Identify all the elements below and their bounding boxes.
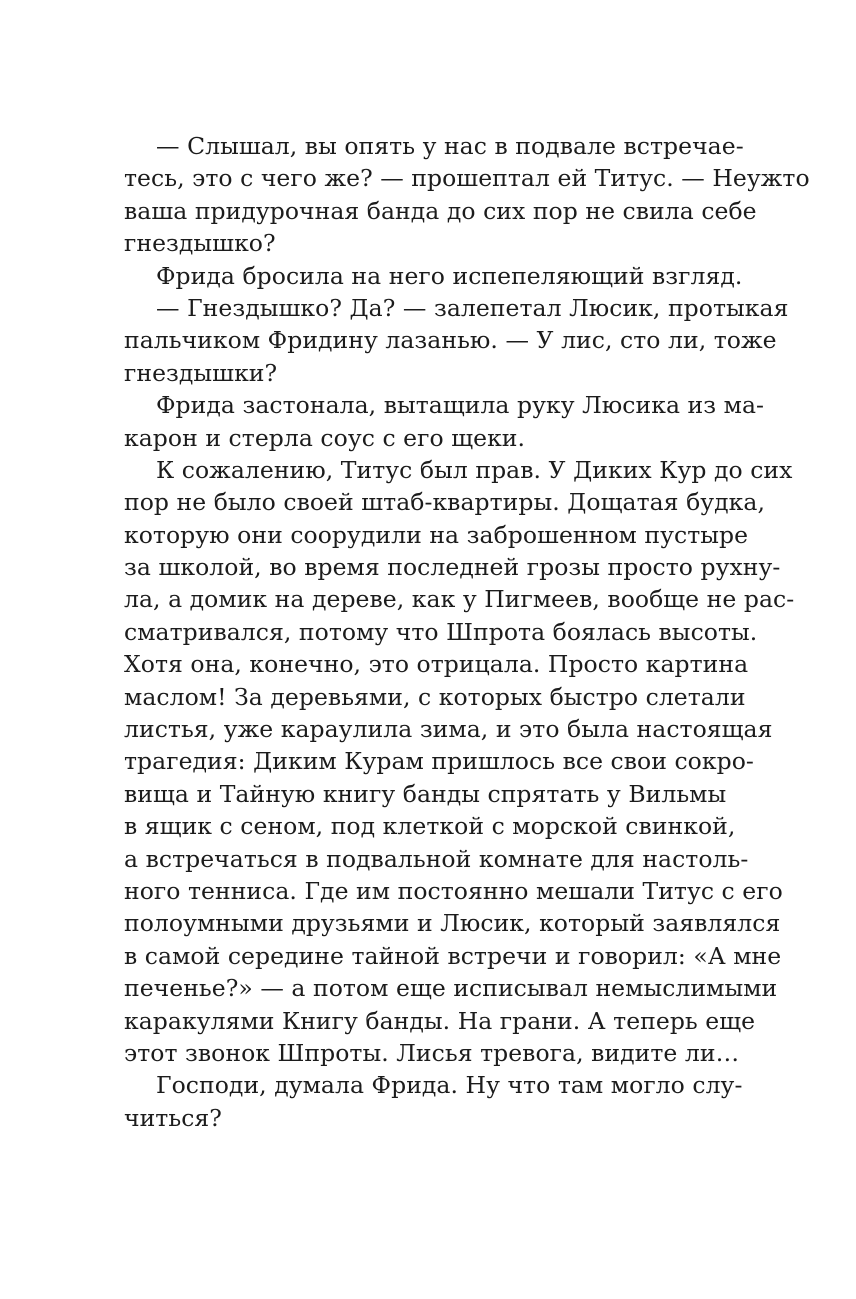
text-line: в ящик с сеном, под клеткой с морской свинкой, bbox=[124, 812, 736, 841]
text-line: пор не было своей штаб-квартиры. Дощатая будка, bbox=[124, 488, 765, 517]
text-line: вища и Тайную книгу банды спрятать у Вильмы bbox=[124, 779, 727, 808]
text-line: за школой, во время последней грозы просто рухну- bbox=[124, 553, 781, 582]
text-line: а встречаться в подвальной комнате для настоль- bbox=[124, 844, 749, 873]
text-line: маслом! За деревьями, с которых быстро слетали bbox=[124, 682, 746, 711]
text-line: Хотя она, конечно, это отрицала. Просто картина bbox=[124, 650, 749, 679]
text-line: Фрида бросила на него испепеляющий взгляд. bbox=[156, 261, 743, 290]
text-line: каракулями Книгу банды. На грани. А теперь еще bbox=[124, 1006, 756, 1035]
body-text bbox=[124, 130, 810, 1134]
text-line: которую они соорудили на заброшенном пустыре bbox=[124, 520, 749, 549]
text-line: карон и стерла соус с его щеки. bbox=[124, 423, 526, 452]
text-line: Господи, думала Фрида. Ну что там могло слу- bbox=[156, 1071, 743, 1100]
text-line: К сожалению, Титус был прав. У Диких Кур до сих bbox=[156, 455, 793, 484]
text-line: печенье?» — а потом еще исписывал немыслимыми bbox=[124, 974, 778, 1003]
paragraph bbox=[124, 1069, 743, 1134]
text-line: гнездышки? bbox=[124, 358, 278, 387]
paragraph bbox=[124, 454, 795, 1069]
text-line: ного тенниса. Где им постоянно мешали Титус с его bbox=[124, 876, 783, 905]
text-line: тесь, это с чего же? — прошептал ей Титус. — Неужто bbox=[124, 164, 810, 193]
text-line: гнездышко? bbox=[124, 229, 276, 258]
text-line: пальчиком Фридину лазанью. — У лис, сто ли, тоже bbox=[124, 326, 777, 355]
text-line: — Гнездышко? Да? — залепетал Люсик, протыкая bbox=[156, 293, 789, 322]
paragraph bbox=[124, 260, 743, 292]
text-line: полоумными друзьями и Люсик, который заявлялся bbox=[124, 909, 781, 938]
paragraph bbox=[124, 130, 810, 260]
text-line: в самой середине тайной встречи и говорил: «А мне bbox=[124, 941, 782, 970]
paragraph bbox=[124, 292, 789, 389]
text-line: читься? bbox=[124, 1103, 222, 1132]
text-line: ла, а домик на дереве, как у Пигмеев, вообще не рас- bbox=[124, 585, 795, 614]
text-line: сматривался, потому что Шпрота боялась высоты. bbox=[124, 617, 758, 646]
text-line: ваша придурочная банда до сих пор не свила себе bbox=[124, 196, 757, 225]
text-line: этот звонок Шпроты. Лисья тревога, видите ли… bbox=[124, 1038, 740, 1067]
text-line: трагедия: Диким Курам пришлось все свои сокро- bbox=[124, 747, 754, 776]
paragraph bbox=[124, 389, 765, 454]
text-line: — Слышал, вы опять у нас в подвале встречае- bbox=[156, 132, 744, 160]
text-line: Фрида застонала, вытащила руку Люсика из ма- bbox=[156, 391, 765, 420]
text-line: листья, уже караулила зима, и это была настоящая bbox=[124, 715, 773, 744]
